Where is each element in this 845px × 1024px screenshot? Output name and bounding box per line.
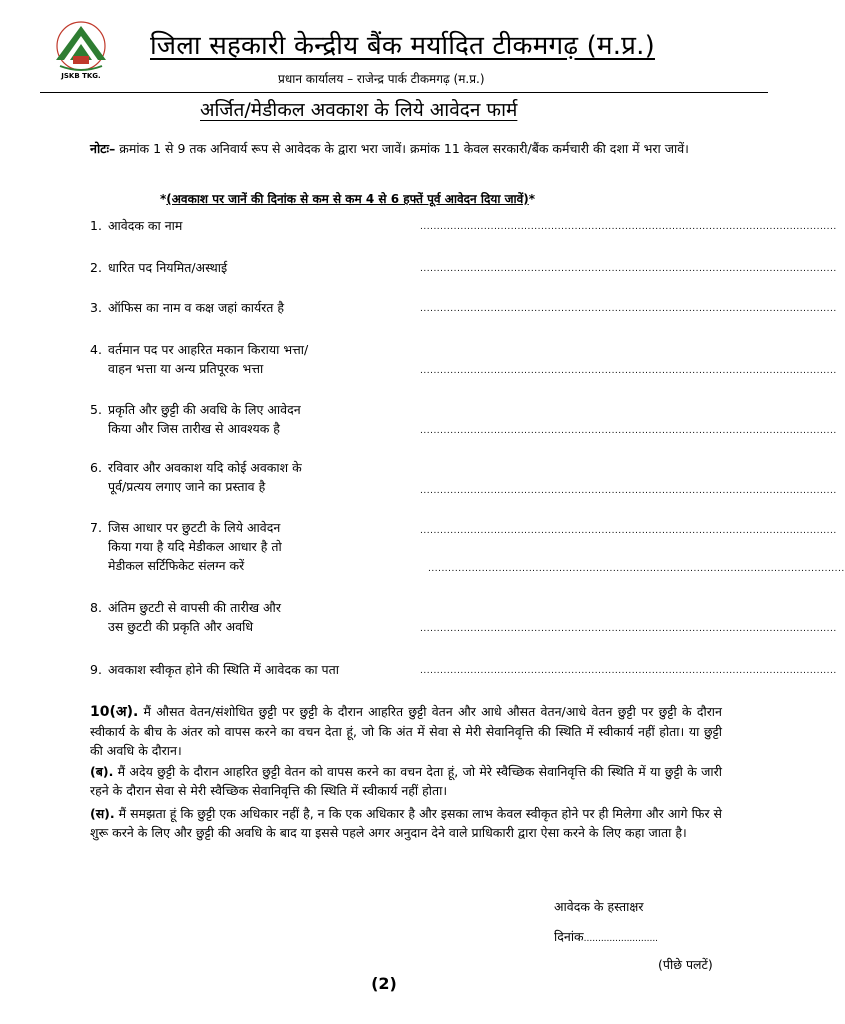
notice-star: * (160, 192, 167, 206)
date-fill-line[interactable]: .......................... (583, 934, 659, 944)
declaration-text: मैं औसत वेतन/संशोधित छुट्टी पर छुट्टी के दौरान आहरित छुट्टी वेतन और आधे औसत वेतन/आधे वेतन छुट्टी पर छुट्टी के दौरान स्वीकार्य के बीच के अंतर को वापस करने का वचन देता हूं, जो कि अंत में सेवा से मेरी सेवानिवृत्ति की स्थिति में स्वीकार्य नहीं होता। या छुट्टी की अवधि के दौरान। (90, 704, 722, 758)
item-label-cont: उस छुटटी की प्रकृति और अवधि (108, 619, 254, 634)
declaration-10a (90, 702, 722, 760)
fill-line-7b[interactable]: ............................................................................................................................ (428, 564, 845, 574)
item-label-cont: मेडीकल सर्टिफिकेट संलग्न करें (108, 558, 245, 573)
declaration-10b (90, 762, 722, 800)
form-item-7 (90, 518, 282, 575)
item-number: 3. (90, 300, 102, 315)
fill-line-7a[interactable]: ............................................................................................................................ (420, 526, 837, 536)
fill-line-8[interactable]: ............................................................................................................................ (420, 624, 837, 634)
header-divider (40, 92, 768, 93)
form-item-3 (90, 298, 284, 317)
form-title: अर्जित/मेडीकल अवकाश के लिये आवेदन फार्म (200, 99, 518, 121)
form-item-6 (90, 458, 302, 496)
note-paragraph (90, 138, 722, 159)
declaration-text: मैं समझता हूं कि छुट्टी एक अधिकार नहीं है, न कि एक अधिकार है और इसका लाभ केवल स्वीकृत होने पर ही मिलेगा और आगे फिर से शुरू करने के लिए और छुट्टी की अवधि के बाद या इससे पहले अगर अनुदान देने वाले प्राधिकारी द्वारा ऐसा करने के लिए कहा जाता है। (90, 806, 722, 840)
date-field[interactable] (554, 928, 658, 945)
advance-notice (160, 190, 535, 207)
fill-line-3[interactable]: ............................................................................................................................ (420, 304, 837, 314)
declaration-text: मैं अदेय छुट्टी के दौरान आहरित छुट्टी वेतन को वापस करने का वचन देता हूं, जो मेरे स्वैच्छिक सेवानिवृत्ति की स्थिति में या छुट्टी के जारी रहने के दौरान सेवा से मेरी स्वैच्छिक सेवानिवृत्ति की स्थिति में स्वीकार्य नहीं होता। (90, 764, 722, 798)
item-label-cont: किया गया है यदि मेडीकल आधार है तो (108, 539, 282, 554)
item-label: वर्तमान पद पर आहरित मकान किराया भत्ता/ (108, 342, 309, 357)
notice-text: (अवकाश पर जानें की दिनांक से कम से कम 4 से 6 हफ्तें पूर्व आवेदन दिया जावें) (166, 192, 529, 206)
bank-title: जिला सहकारी केन्द्रीय बैंक मर्यादित टीकमगढ़ (म.प्र.) (150, 31, 655, 61)
item-number: 4. (90, 342, 102, 357)
fill-line-2[interactable]: ............................................................................................................................ (420, 264, 837, 274)
item-label: अंतिम छुटटी से वापसी की तारीख और (108, 600, 281, 615)
declaration-label: 10(अ). (90, 704, 139, 720)
item-number: 6. (90, 460, 102, 475)
notice-star: * (528, 192, 536, 206)
item-label: धारित पद नियमित/अस्थाई (108, 260, 228, 275)
fill-line-6[interactable]: ............................................................................................................................ (420, 486, 837, 496)
note-label: नोटः– (90, 141, 116, 156)
fill-line-5[interactable]: ............................................................................................................................ (420, 426, 837, 436)
item-label-cont: वाहन भत्ता या अन्य प्रतिपूरक भत्ता (108, 361, 264, 376)
declaration-label: (स). (90, 806, 115, 821)
applicant-signature-label: आवेदक के हस्ताक्षर (554, 899, 644, 914)
item-number: 9. (90, 662, 102, 677)
item-label-cont: पूर्व/प्रत्यय लगाए जाने का प्रस्ताव है (108, 479, 266, 494)
form-item-8 (90, 598, 281, 636)
declaration-label: (ब). (90, 764, 114, 779)
note-text: क्रमांक 1 से 9 तक अनिवार्य रूप से आवेदक के द्वारा भरा जावें। क्रमांक 11 केवल सरकारी/बैंक कर्मचारी की दशा में भरा जावें। (115, 141, 689, 156)
date-label: दिनांक (554, 929, 584, 944)
fill-line-1[interactable]: ............................................................................................................................ (420, 222, 837, 232)
page-number: (2) (371, 974, 397, 993)
item-number: 8. (90, 600, 102, 615)
form-item-1 (90, 216, 182, 235)
item-number: 2. (90, 260, 102, 275)
form-item-4 (90, 340, 308, 378)
form-item-2 (90, 258, 227, 277)
item-number: 7. (90, 520, 102, 535)
form-item-5 (90, 400, 301, 438)
item-label-cont: किया और जिस तारीख से आवश्यक है (108, 421, 280, 436)
item-number: 5. (90, 402, 102, 417)
form-item-9 (90, 660, 339, 679)
declaration-10c (90, 804, 722, 842)
item-label: अवकाश स्वीकृत होने की स्थिति में आवेदक का पता (108, 662, 339, 677)
item-label: प्रकृति और छुट्टी की अवधि के लिए आवेदन (108, 402, 301, 417)
overleaf-note: (पीछे पलटें) (658, 957, 713, 972)
fill-line-4[interactable]: ............................................................................................................................ (420, 366, 837, 376)
item-label: आवेदक का नाम (108, 218, 183, 233)
item-label: रविवार और अवकाश यदि कोई अवकाश के (108, 460, 302, 475)
item-label: ऑफिस का नाम व कक्ष जहां कार्यरत है (108, 300, 285, 315)
item-number: 1. (90, 218, 102, 233)
item-label: जिस आधार पर छुटटी के लिये आवेदन (108, 520, 281, 535)
head-office-address: प्रधान कार्यालय – राजेन्द्र पार्क टीकमगढ़ (म.प्र.) (278, 72, 485, 86)
logo-caption: JSKB TKG. (61, 72, 101, 80)
fill-line-9[interactable]: ............................................................................................................................ (420, 666, 837, 676)
